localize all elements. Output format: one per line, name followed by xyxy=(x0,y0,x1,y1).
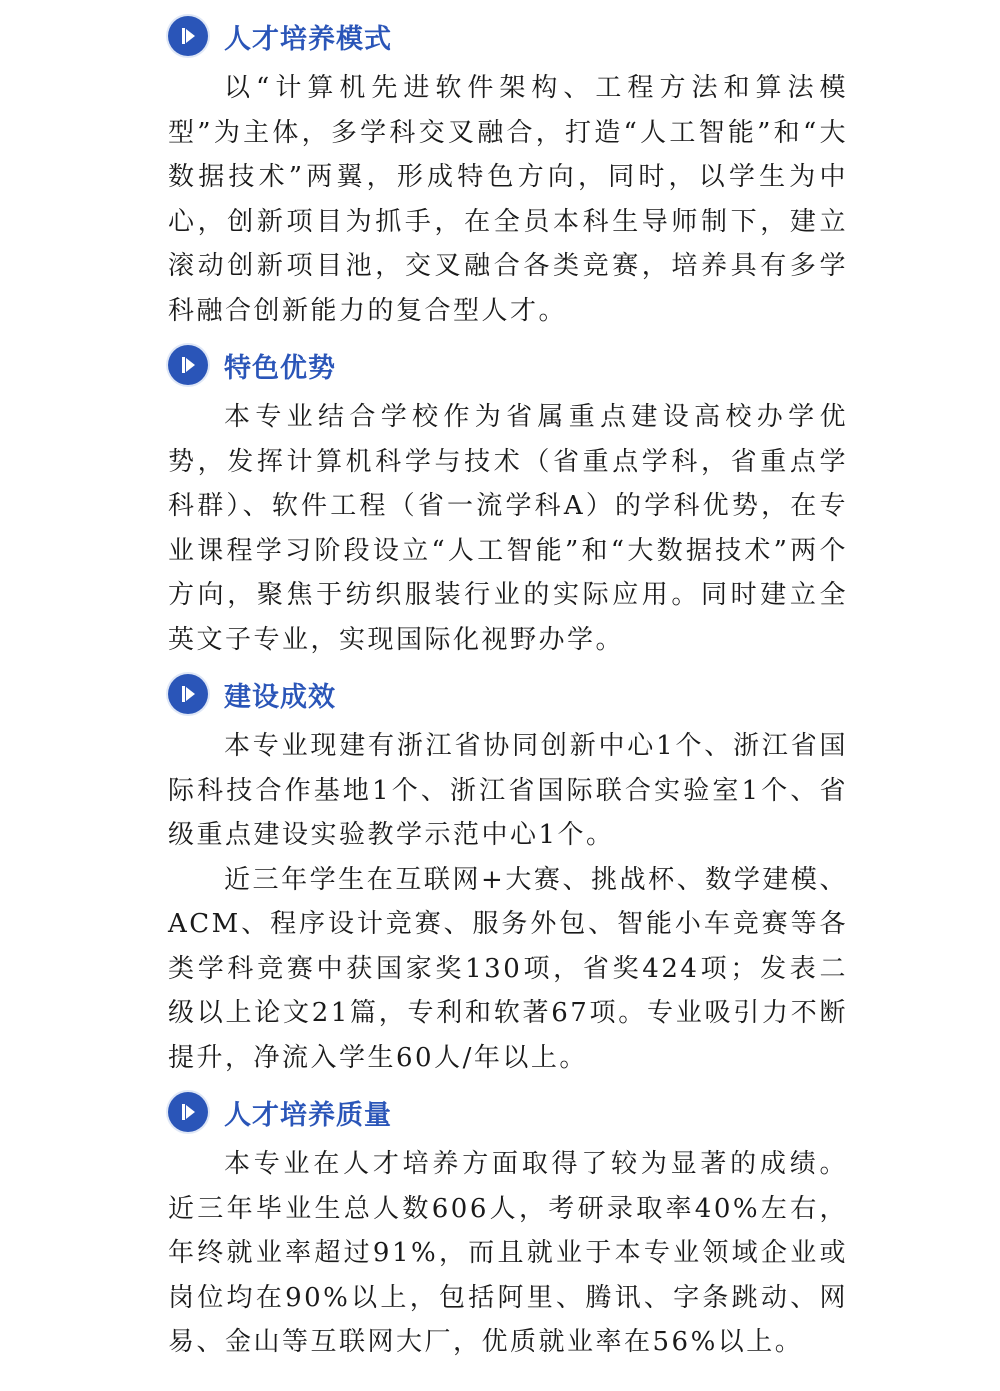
section-title: 人才培养质量 xyxy=(224,1099,392,1131)
section-heading xyxy=(168,14,848,58)
section-title: 人才培养模式 xyxy=(224,23,392,55)
section-title: 特色优势 xyxy=(224,352,336,384)
document-page xyxy=(168,14,848,1375)
flag-icon xyxy=(168,16,208,56)
section-advantages xyxy=(168,343,848,662)
section-title: 建设成效 xyxy=(224,681,336,713)
section-heading xyxy=(168,1090,848,1134)
section-paragraph: 本专业在人才培养方面取得了较为显著的成绩。近三年毕业生总人数606人，考研录取率40%左右，年终就业率超过91%，而且就业于本专业领域企业或岗位均在90%以上，包括阿里、腾讯、字条跳动、网易、金山等互联网大厂，优质就业率在56%以上。 xyxy=(168,1149,848,1357)
flag-icon xyxy=(168,674,208,714)
flag-icon xyxy=(168,1092,208,1132)
section-training-mode xyxy=(168,14,848,333)
flag-icon xyxy=(168,345,208,385)
section-paragraph: 近三年学生在互联网+大赛、挑战杯、数学建模、ACM、程序设计竞赛、服务外包、智能小车竞赛等各类学科竞赛中获国家奖130项，省奖424项；发表二级以上论文21篇，专利和软著67项。专业吸引力不断提升，净流入学生60人/年以上。 xyxy=(168,864,848,1073)
section-heading xyxy=(168,343,848,387)
section-heading xyxy=(168,672,848,716)
section-paragraph: 本专业结合学校作为省属重点建设高校办学优势，发挥计算机科学与技术（省重点学科，省重点学科群）、软件工程（省一流学科A）的学科优势，在专业课程学习阶段设立“人工智能”和“大数据技术”两个方向，聚焦于纺织服装行业的实际应用。同时建立全英文子专业，实现国际化视野办学。 xyxy=(168,402,848,655)
section-training-quality xyxy=(168,1090,848,1365)
section-paragraph: 本专业现建有浙江省协同创新中心1个、浙江省国际科技合作基地1个、浙江省国际联合实验室1个、省级重点建设实验教学示范中心1个。 xyxy=(168,731,848,850)
section-achievements xyxy=(168,672,848,1080)
section-paragraph: 以“计算机先进软件架构、工程方法和算法模型”为主体，多学科交叉融合，打造“人工智能”和“大数据技术”两翼，形成特色方向，同时，以学生为中心，创新项目为抓手，在全员本科生导师制下，建立滚动创新项目池，交叉融合各类竞赛，培养具有多学科融合创新能力的复合型人才。 xyxy=(168,73,848,326)
